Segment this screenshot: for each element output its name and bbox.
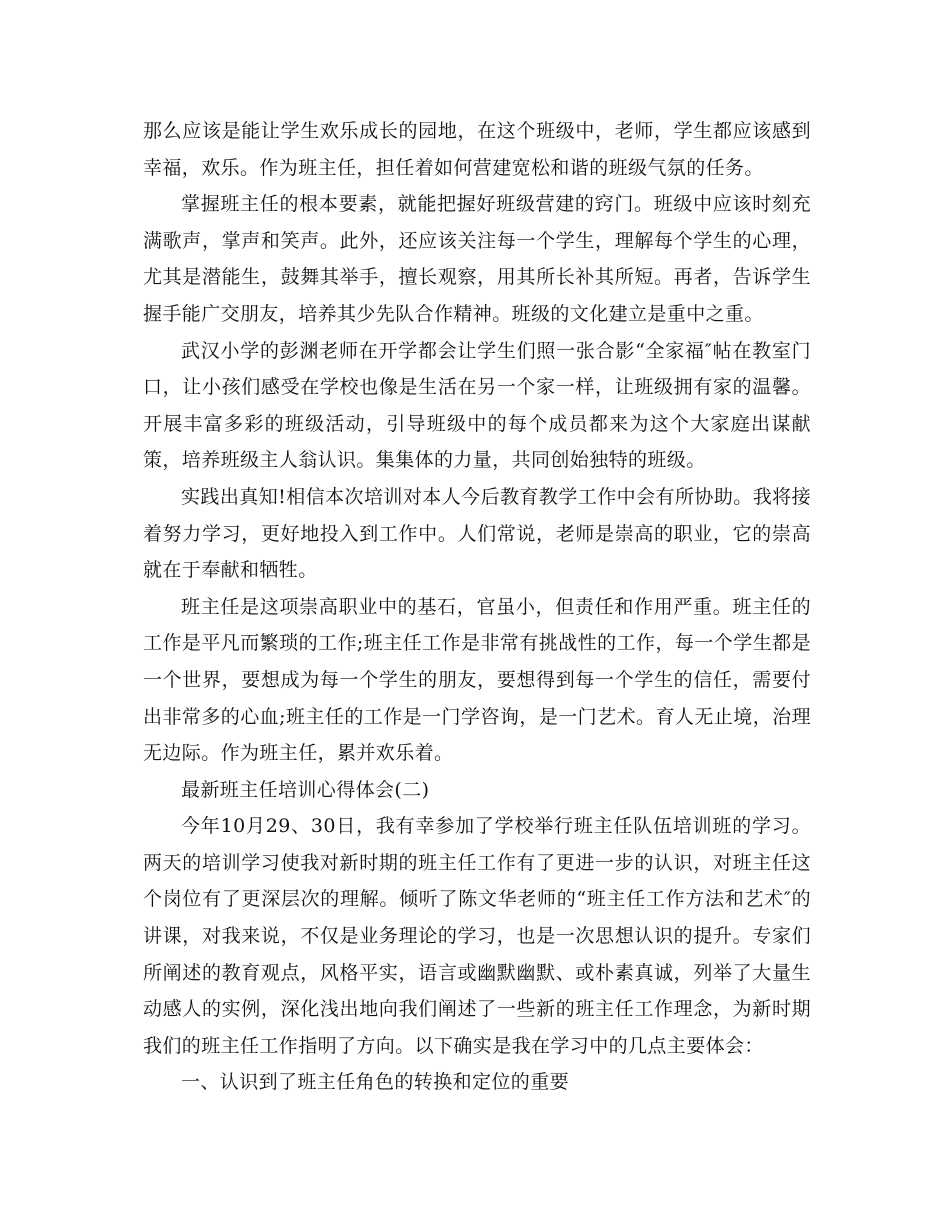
section-heading: 最新班主任培训心得体会(二): [181, 778, 430, 801]
document-body: [143, 113, 811, 1101]
paragraph-5: 班主任是这项崇高职业中的基石，官虽小，但责任和作用严重。班主任的工作是平凡而繁琐的工作;班主任工作是非常有挑战性的工作，每一个学生都是一个世界，要想成为每一个学生的朋友，要想得到每一个学生的信任，需要付出非常多的心血;班主任的工作是一门学咨询，是一门艺术。育人无止境，治理无边际。作为班主任，累并欢乐着。: [143, 595, 811, 765]
paragraph-4: 实践出真知!相信本次培训对本人今后教育教学工作中会有所协助。我将接着努力学习，更好地投入到工作中。人们常说，老师是崇高的职业，它的崇高就在于奉献和牺牲。: [143, 485, 811, 582]
paragraph-1: 那么应该是能让学生欢乐成长的园地，在这个班级中，老师，学生都应该感到幸福，欢乐。作为班主任，担任着如何营建宽松和谐的班级气氛的任务。: [143, 120, 811, 179]
paragraph-2: 掌握班主任的根本要素，就能把握好班级营建的窍门。班级中应该时刻充满歌声，掌声和笑声。此外，还应该关注每一个学生，理解每个学生的心理，尤其是潜能生，鼓舞其举手，擅长观察，用其所长补其所短。再者，告诉学生握手能广交朋友，培养其少先队合作精神。班级的文化建立是重中之重。: [143, 193, 811, 325]
paragraph-3: 武汉小学的彭渊老师在开学都会让学生们照一张合影“全家福″帖在教室门口，让小孩们感受在学校也像是生活在另一个家一样，让班级拥有家的温馨。开展丰富多彩的班级活动，引导班级中的每个成员都来为这个大家庭出谋献策，培养班级主人翁认识。集集体的力量，共同创始独特的班级。: [143, 339, 811, 472]
paragraph-6: 今年10月29、30日，我有幸参加了学校举行班主任队伍培训班的学习。两天的培训学习使我对新时期的班主任工作有了更进一步的认识，对班主任这个岗位有了更深层次的理解。倾听了陈文华老师的“班主任工作方法和艺术″的讲课，对我来说，不仅是业务理论的学习，也是一次思想认识的提升。专家们所阐述的教育观点，风格平实，语言或幽默幽默、或朴素真诚，列举了大量生动感人的实例，深化浅出地向我们阐述了一些新的班主任工作理念，为新时期我们的班主任工作指明了方向。以下确实是我在学习中的几点主要体会：: [143, 815, 811, 1057]
subheading-1: 一、认识到了班主任角色的转换和定位的重要: [181, 1071, 570, 1094]
